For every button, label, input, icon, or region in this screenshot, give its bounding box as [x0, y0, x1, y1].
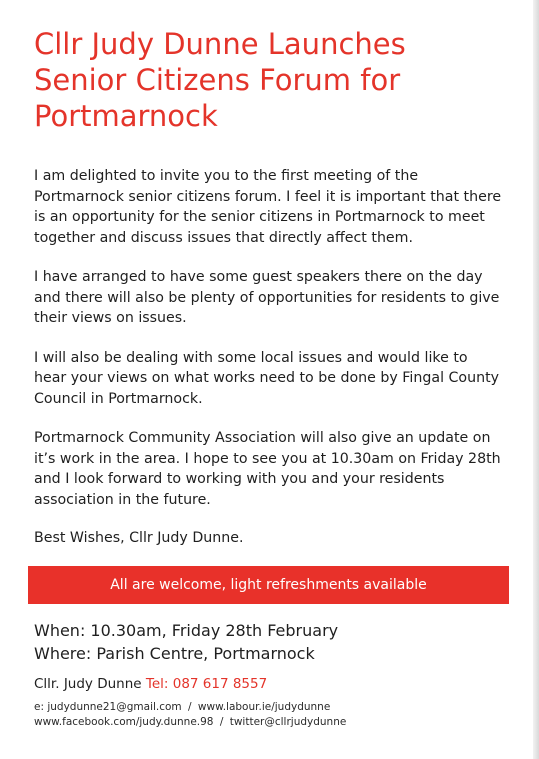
body-text — [34, 166, 504, 529]
welcome-banner: All are welcome, light refreshments available — [28, 566, 509, 604]
email-link[interactable]: e: judydunne21@gmail.com — [34, 701, 182, 713]
event-when: When: 10.30am, Friday 28th February — [34, 621, 339, 640]
links-row-1 — [34, 700, 346, 715]
paragraph-community-association: Portmarnock Community Association will also give an update on it’s work in the area. I hope to see you at 10.30am on Friday 28th and I look forward to working with you and your residents association in the future. — [34, 430, 501, 508]
paragraph-guest-speakers: I have arranged to have some guest speakers there on the day and there will also be plenty of opportunities for residents to give their views on issues. — [34, 269, 500, 326]
link-separator: / — [188, 701, 192, 713]
links-row-2 — [34, 715, 346, 730]
paragraph-local-issues: I will also be dealing with some local issues and would like to hear your views on what works need to be done by Fingal County Council in Portmarnock. — [34, 349, 500, 407]
website-link[interactable]: www.labour.ie/judydunne — [197, 701, 331, 713]
contact-line — [34, 675, 267, 693]
contact-phone: Tel: 087 617 8557 — [145, 676, 268, 692]
link-separator: / — [219, 716, 224, 728]
paragraph-invitation: I am delighted to invite you to the first meeting of the Portmarnock senior citizens forum. I feel it is important that there is an opportunity for the senior citizens in Portmarnock to meet together and discuss issues that directly affect them. — [34, 168, 502, 246]
contact-links — [34, 700, 346, 730]
twitter-link[interactable]: twitter@cllrjudydunne — [229, 716, 347, 728]
event-where: Where: Parish Centre, Portmarnock — [34, 644, 315, 663]
page-edge-shadow — [533, 0, 539, 759]
facebook-link[interactable]: www.facebook.com/judy.dunne.98 — [34, 716, 214, 728]
signoff: Best Wishes, Cllr Judy Dunne. — [34, 530, 244, 546]
event-details — [34, 619, 338, 665]
contact-name: Cllr. Judy Dunne — [34, 676, 142, 692]
headline: Cllr Judy Dunne Launches Senior Citizens Forum for Portmarnock — [34, 27, 406, 133]
